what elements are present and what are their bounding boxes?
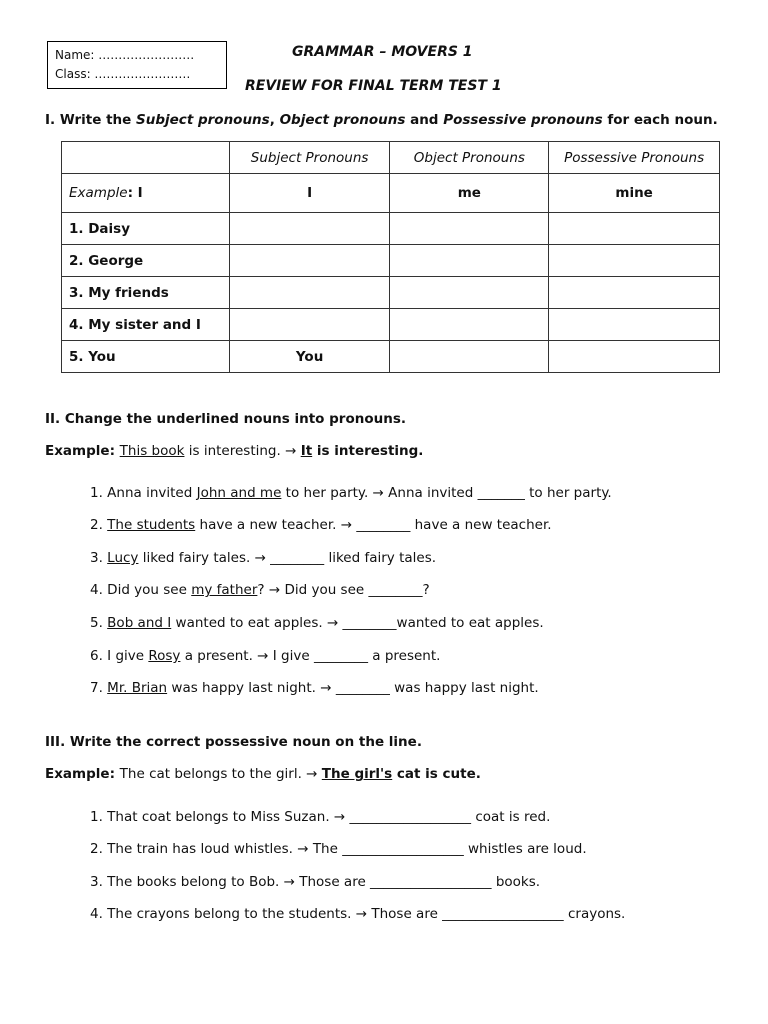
row-possessive[interactable] — [549, 213, 720, 245]
row-subject[interactable]: You — [229, 341, 390, 373]
row-possessive[interactable] — [549, 277, 720, 309]
list-item: 6. I give Rosy a present. → I give ________ a present. — [90, 648, 441, 664]
table-row — [62, 213, 720, 245]
list-item: 7. Mr. Brian was happy last night. → ________ was happy last night. — [90, 680, 539, 696]
header-noun — [62, 142, 230, 174]
row-possessive[interactable] — [549, 245, 720, 277]
list-item: 1. That coat belongs to Miss Suzan. → __________________ coat is red. — [90, 809, 551, 825]
header-object: Object Pronouns — [390, 142, 549, 174]
list-item: 2. The train has loud whistles. → The __________________ whistles are loud. — [90, 841, 587, 857]
row-subject[interactable] — [229, 309, 390, 341]
row-subject[interactable] — [229, 213, 390, 245]
list-item: 3. The books belong to Bob. → Those are __________________ books. — [90, 874, 541, 890]
row-possessive[interactable] — [549, 309, 720, 341]
section-1-heading: I. Write the Subject pronouns, Object pronouns and Possessive pronouns for each noun. — [45, 112, 718, 128]
row-object[interactable] — [390, 309, 549, 341]
example-possessive: mine — [549, 174, 720, 213]
section-3-example: Example: The cat belongs to the girl. → The girl's cat is cute. — [45, 766, 481, 782]
row-object[interactable] — [390, 245, 549, 277]
row-subject[interactable] — [229, 245, 390, 277]
row-subject[interactable] — [229, 277, 390, 309]
list-item: 3. Lucy liked fairy tales. → ________ liked fairy tales. — [90, 550, 437, 566]
header-subject: Subject Pronouns — [229, 142, 390, 174]
row-object[interactable] — [390, 213, 549, 245]
example-noun-cell: Example: I — [62, 174, 230, 213]
list-item: 1. Anna invited John and me to her party. → Anna invited _______ to her party. — [90, 485, 612, 501]
pronoun-table — [61, 141, 720, 373]
row-possessive[interactable] — [549, 341, 720, 373]
section-3-heading: III. Write the correct possessive noun on the line. — [45, 734, 422, 750]
table-example-row — [62, 174, 720, 213]
list-item: 4. Did you see my father? → Did you see ________? — [90, 582, 430, 598]
title-line-1: GRAMMAR – MOVERS 1 — [292, 44, 473, 60]
table-row — [62, 341, 720, 373]
title-line-2: REVIEW FOR FINAL TERM TEST 1 — [245, 78, 502, 94]
row-noun: 2. George — [62, 245, 230, 277]
header-possessive: Possessive Pronouns — [549, 142, 720, 174]
name-field-label: Name: …………………… — [55, 48, 195, 62]
table-row — [62, 245, 720, 277]
section-2-heading: II. Change the underlined nouns into pronouns. — [45, 411, 407, 427]
row-noun: 5. You — [62, 341, 230, 373]
table-row — [62, 277, 720, 309]
row-object[interactable] — [390, 341, 549, 373]
list-item: 2. The students have a new teacher. → ________ have a new teacher. — [90, 517, 552, 533]
row-noun: 3. My friends — [62, 277, 230, 309]
row-object[interactable] — [390, 277, 549, 309]
example-object: me — [390, 174, 549, 213]
table-row — [62, 309, 720, 341]
section-2-example: Example: This book is interesting. → It is interesting. — [45, 443, 424, 459]
name-class-box — [47, 41, 227, 89]
row-noun: 1. Daisy — [62, 213, 230, 245]
list-item: 5. Bob and I wanted to eat apples. → ________wanted to eat apples. — [90, 615, 544, 631]
row-noun: 4. My sister and I — [62, 309, 230, 341]
example-subject: I — [229, 174, 390, 213]
table-header-row — [62, 142, 720, 174]
class-field-label: Class: …………………… — [55, 67, 191, 81]
list-item: 4. The crayons belong to the students. → Those are __________________ crayons. — [90, 906, 626, 922]
